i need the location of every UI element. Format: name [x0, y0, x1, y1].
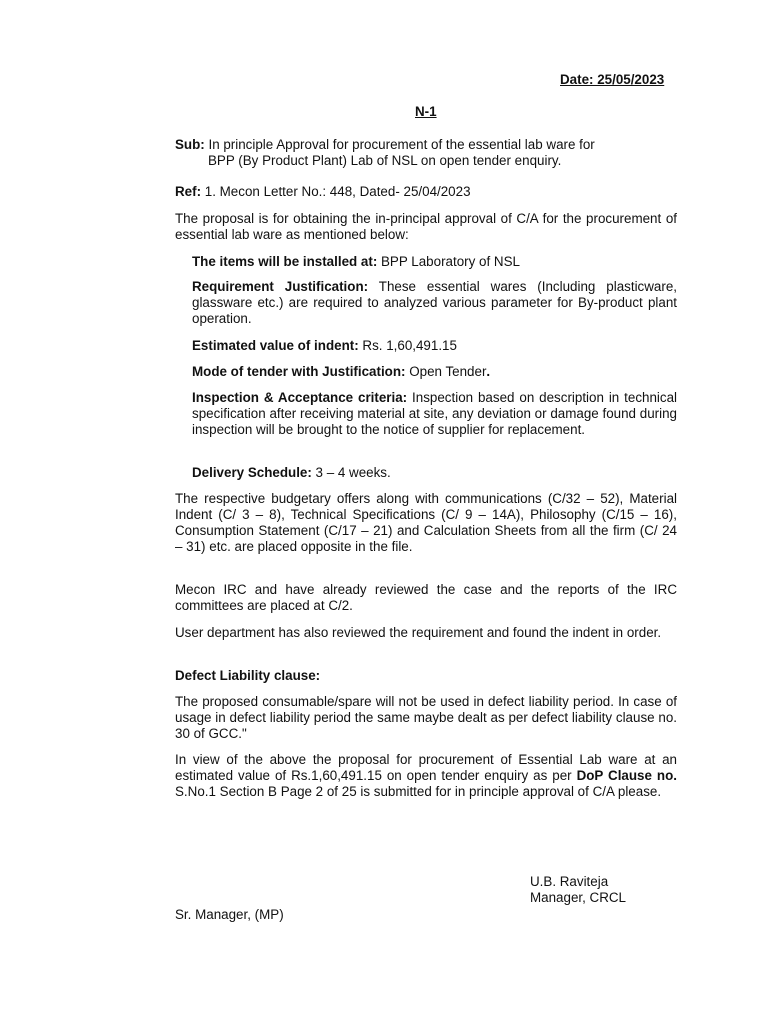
defect-heading: Defect Liability clause: [175, 668, 321, 683]
document-date: Date: 25/05/2023 [560, 72, 665, 87]
delivery-value: 3 – 4 weeks. [311, 465, 391, 480]
inspection-label: Inspection & Acceptance criteria: [192, 390, 408, 405]
requirement-item [192, 279, 677, 327]
inspection-value: Inspection based on description in technical specification after receiving material at site, any deviation or damage found during inspection will be brought to the notice of supplier for replacement. [192, 390, 677, 437]
installed-label: The items will be installed at: [192, 254, 378, 269]
signatory-name: U.B. Raviteja [530, 874, 609, 889]
dop-clause: DoP Clause no. [576, 768, 677, 783]
mode-end: . [486, 364, 491, 379]
conclusion-part1: In view of the above the proposal for procurement of Essential Lab ware at an estimated value of Rs.1,60,491.15 on open tender enquiry as per [175, 752, 677, 783]
inspection-item [192, 390, 677, 438]
addressee: Sr. Manager, (MP) [175, 907, 284, 922]
delivery-label: Delivery Schedule: [192, 465, 312, 480]
subject-block [175, 137, 677, 169]
reference-text: 1. Mecon Letter No.: 448, Dated- 25/04/2023 [201, 184, 471, 199]
requirement-value: These essential wares (Including plasticware, glassware etc.) are required to analyzed various parameter for By-product plant operation. [192, 279, 677, 326]
mode-item [192, 364, 677, 380]
requirement-label: Requirement Justification: [192, 279, 369, 294]
reference-block [175, 184, 677, 200]
defect-paragraph: The proposed consumable/spare will not be used in defect liability period. In case of usage in defect liability period the same maybe dealt as per defect liability clause no. 30 of GCC." [175, 694, 677, 741]
intro-paragraph: The proposal is for obtaining the in-principal approval of C/A for the procurement of essential lab ware as mentioned below: [175, 211, 677, 242]
estimate-value: Rs. 1,60,491.15 [358, 338, 457, 353]
mode-label: Mode of tender with Justification: [192, 364, 406, 379]
note-number: N-1 [415, 104, 437, 119]
installed-value: BPP Laboratory of NSL [377, 254, 520, 269]
offers-paragraph: The respective budgetary offers along with communications (C/32 – 52), Material Indent (C/ 3 – 8), Technical Specifications (C/ 9 – 14A), Philosophy (C/15 – 16), Consumption Statement (C/17 – 21) and Calculation Sheets from all the firm (C/ 24 – 31) etc. are placed opposite in the file. [175, 491, 677, 554]
signatory-designation: Manager, CRCL [530, 890, 627, 905]
conclusion-paragraph [175, 752, 677, 800]
subject-label: Sub: [175, 137, 205, 152]
estimate-item [192, 338, 677, 354]
mode-value: Open Tender [405, 364, 487, 379]
subject-line2: BPP (By Product Plant) Lab of NSL on open tender enquiry. [208, 153, 562, 168]
installed-item [192, 254, 677, 270]
delivery-item [192, 465, 677, 481]
conclusion-part2: S.No.1 Section B Page 2 of 25 is submitted for in principle approval of C/A please. [175, 784, 662, 799]
mecon-paragraph: Mecon IRC and have already reviewed the case and the reports of the IRC committees are placed at C/2. [175, 582, 677, 613]
user-paragraph: User department has also reviewed the requirement and found the indent in order. [175, 625, 662, 640]
subject-line1: In principle Approval for procurement of the essential lab ware for [204, 137, 595, 152]
reference-label: Ref: [175, 184, 202, 199]
estimate-label: Estimated value of indent: [192, 338, 359, 353]
